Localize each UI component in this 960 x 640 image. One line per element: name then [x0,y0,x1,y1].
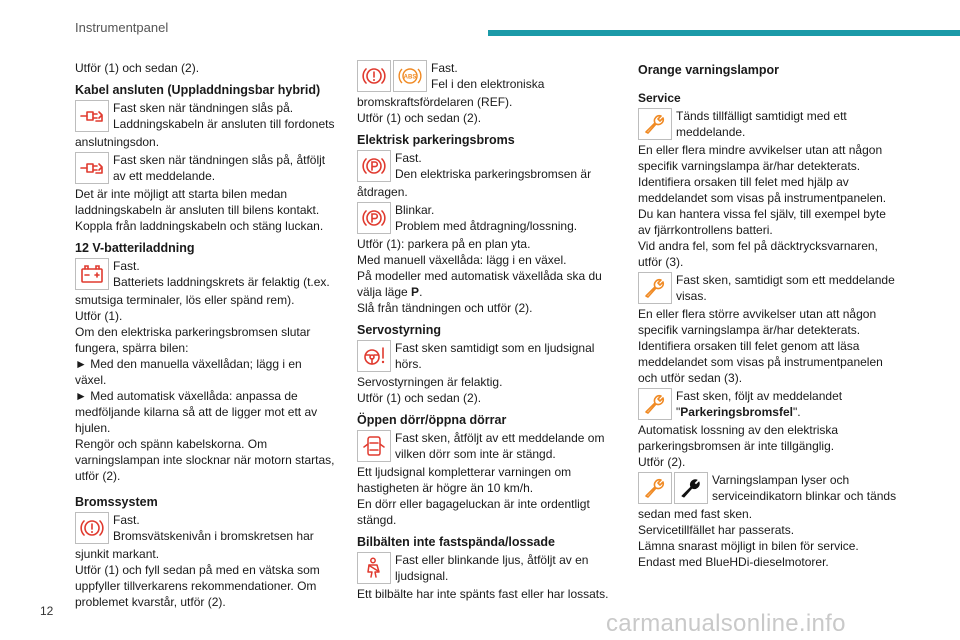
door-after-1: Ett ljudsignal kompletterar varningen om [357,465,572,479]
belt-line-2: ljudsignal. [395,569,449,583]
svc-entry-d [638,472,900,506]
svc-entry-b [638,272,900,306]
column-2 [357,60,619,602]
cable-b-line-1: Fast sken när tändningen slås på, åtföljt [113,153,326,167]
belt-heading: Bilbälten inte fastspända/lossade [357,535,555,549]
intro-text: Utför (1) och sedan (2). [75,61,200,75]
service-heading: Service [638,91,681,105]
svc-b-after-1: En eller flera större avvikelser utan att någon [638,307,877,321]
svc-a-after-8: utför (3). [638,255,684,269]
door-heading: Öppen dörr/öppna dörrar [357,413,507,427]
door-after-4: stängd. [357,513,397,527]
epb-b-select-prefix: välja läge [357,285,412,299]
battery-line-2: Batteriets laddningskrets är felaktig (t.ex. [113,275,330,289]
battery-after-8: medföljande kilarna så att de ligger mot ett av [75,405,318,419]
battery-after-7: ► Med automatisk växellåda: anpassa de [75,389,298,403]
cable-a-line-1: Fast sken när tändningen slås på. [113,101,294,115]
epb-b-line-1: Blinkar. [395,203,435,217]
wrench-icon [638,388,672,420]
door-after-3: En dörr eller bagageluckan är inte ordentligt [357,497,590,511]
battery-after-6: växel. [75,373,107,387]
cable-a-after: anslutningsdon. [75,135,160,149]
epb-b-after-2: Med manuell växellåda: lägg i en växel. [357,253,567,267]
epb-heading: Elektrisk parkeringsbroms [357,133,515,147]
brake-line-2: Bromsvätskenivån i bromskretsen har [113,529,314,543]
brake-entry [75,512,337,546]
svc-c-message: Parkeringsbromsfel [680,405,793,419]
svc-c-line-1: Fast sken, följt av meddelandet [676,389,843,403]
door-after-2: hastigheten är högre än 10 km/h. [357,481,534,495]
svc-c-after-3: Utför (2). [638,455,686,469]
door-line-1: Fast sken, åtföljt av ett meddelande om [395,431,605,445]
battery-after-3: Om den elektriska parkeringsbromsen slutar [75,325,311,339]
cable-a-line-2: Laddningskabeln är ansluten till fordonets [113,117,335,131]
door-line-2: vilken dörr som inte är stängd. [395,447,556,461]
svc-b-line-1: Fast sken, samtidigt som ett meddelande [676,273,895,287]
ref-line-2: Fel i den elektroniska [431,77,545,91]
svc-entry-a [638,108,900,142]
belt-entry [357,552,619,586]
header-accent-bar [488,30,960,36]
steering-icon [357,340,391,372]
svc-entry-c [638,388,900,422]
abs-icon [393,60,427,92]
parking-brake-icon [357,202,391,234]
door-entry [357,430,619,464]
battery-after-10: Rengör och spänn kabelskorna. Om [75,437,268,451]
svc-c-quote-open: " [676,405,681,419]
epb-b-line-2: Problem med åtdragning/lossning. [395,219,578,233]
ref-after-1: bromskraftsfördelaren (REF). [357,95,513,109]
steering-after-2: Utför (1) och sedan (2). [357,391,482,405]
svc-a-line-1: Tänds tillfälligt samtidigt med ett [676,109,847,123]
brake-after-2: Utför (1) och fyll sedan på med en vätska som [75,563,320,577]
belt-line-1: Fast eller blinkande ljus, åtföljt av en [395,553,589,567]
svc-a-after-6: av fjärrkontrollens batteri. [638,223,773,237]
epb-entry-a [357,150,619,184]
cable-b-after-2: laddningskabeln är ansluten till bilens kontakt. [75,203,320,217]
svc-a-after-3: Identifiera orsaken till felet med hjälp av [638,175,849,189]
steering-line-1: Fast sken samtidigt som en ljudsignal [395,341,595,355]
cable-b-line-2: av ett meddelande. [113,169,216,183]
brake-icon [75,512,109,544]
svc-a-after-1: En eller flera mindre avvikelser utan att någon [638,143,883,157]
ref-line-1: Fast. [431,61,458,75]
steering-after-1: Servostyrningen är felaktig. [357,375,503,389]
brake-line-1: Fast. [113,513,140,527]
epb-b-select-mode: P [411,285,420,299]
svc-a-line-2: meddelande. [676,125,746,139]
column-3 [638,60,900,570]
epb-b-select [357,284,619,300]
cable-entry-b [75,152,337,186]
svc-d-line-1: Varningslampan lyser och [712,473,850,487]
orange-heading: Orange varningslampor [638,63,780,77]
ref-entry [357,60,619,94]
battery-after-1: smutsiga terminaler, lös eller spänd rem). [75,293,295,307]
wrench-icon [638,472,672,504]
watermark: carmanualsonline.info [606,610,846,637]
svc-b-after-4: meddelandet som visas på instrumentpanelen [638,355,883,369]
plug-icon [75,152,109,184]
svc-d-after-4: Endast med BlueHDi-dieselmotorer. [638,555,829,569]
svc-b-after-3: Identifiera orsaken till felet genom att läsa [638,339,860,353]
battery-icon [75,258,109,290]
parking-brake-icon [357,150,391,182]
svc-d-after-2: Servicetillfället har passerats. [638,523,795,537]
epb-a-line-2: Den elektriska parkeringsbromsen är [395,167,592,181]
epb-b-after-1: Utför (1): parkera på en plan yta. [357,237,531,251]
svc-d-after-3: Lämna snarast möjligt in bilen för service. [638,539,859,553]
column-1 [75,60,337,610]
battery-after-5: ► Med den manuella växellådan; lägg i en [75,357,302,371]
steering-entry [357,340,619,374]
brake-after-3: uppfyller tillverkarens rekommendationer. Om [75,579,317,593]
svc-c-quote-close: ". [792,405,801,419]
svg-text:ABS: ABS [403,74,417,81]
steering-line-2: hörs. [395,357,422,371]
svc-a-after-2: specifik varningslampa är/har detekterats. [638,159,861,173]
cable-b-after-3: Koppla från laddningskabeln och stäng luckan. [75,219,324,233]
svc-d-line-2: serviceindikatorn blinkar och tänds [712,489,897,503]
battery-entry [75,258,337,292]
battery-heading: 12 V-batteriladdning [75,241,195,255]
wrench-icon [674,472,708,504]
epb-entry-b [357,202,619,236]
header-title: Instrumentpanel [75,20,169,35]
battery-after-9: hjulen. [75,421,111,435]
svc-c-after-1: Automatisk lossning av den elektriska [638,423,839,437]
wrench-icon [638,272,672,304]
battery-after-11: varningslampan inte slocknar när motorn startas, [75,453,335,467]
svc-a-after-5: Du kan hantera vissa fel själv, till exempel byte [638,207,886,221]
cable-entry-a [75,100,337,134]
epb-b-final: Slå från tändningen och utför (2). [357,301,533,315]
battery-after-2: Utför (1). [75,309,123,323]
svc-d-after-1: sedan med fast sken. [638,507,753,521]
svc-c-after-2: parkeringsbromsen är inte tillgänglig. [638,439,835,453]
brake-heading: Bromssystem [75,495,158,509]
svc-a-after-7: Vid andra fel, som fel på däcktrycksvarnaren, [638,239,878,253]
svc-c-line-2 [638,404,900,420]
wrench-icon [638,108,672,140]
battery-line-1: Fast. [113,259,140,273]
cable-heading: Kabel ansluten (Uppladdningsbar hybrid) [75,83,321,97]
steering-heading: Servostyrning [357,323,442,337]
epb-a-line-1: Fast. [395,151,422,165]
cable-b-after-1: Det är inte möjligt att starta bilen medan [75,187,288,201]
svc-b-line-2: visas. [676,289,707,303]
epb-a-after: åtdragen. [357,185,408,199]
seatbelt-icon [357,552,391,584]
plug-icon [75,100,109,132]
svc-a-after-4: meddelandet som visas på instrumentpanelen. [638,191,887,205]
brake-after-1: sjunkit markant. [75,547,160,561]
battery-after-4: fungera, spärra bilen: [75,341,189,355]
door-open-icon [357,430,391,462]
brake-after-4: problemet kvarstår, utför (2). [75,595,226,609]
battery-after-12: utför (2). [75,469,121,483]
belt-after: Ett bilbälte har inte spänts fast eller har lossats. [357,587,609,601]
svc-b-after-5: och utför sedan (3). [638,371,743,385]
epb-b-select-suffix: . [419,285,423,299]
page-number: 12 [40,604,54,618]
epb-b-after-3: På modeller med automatisk växellåda ska du [357,269,602,283]
brake-icon [357,60,391,92]
ref-after-2: Utför (1) och sedan (2). [357,111,482,125]
svc-b-after-2: specifik varningslampa är/har detekterats. [638,323,861,337]
